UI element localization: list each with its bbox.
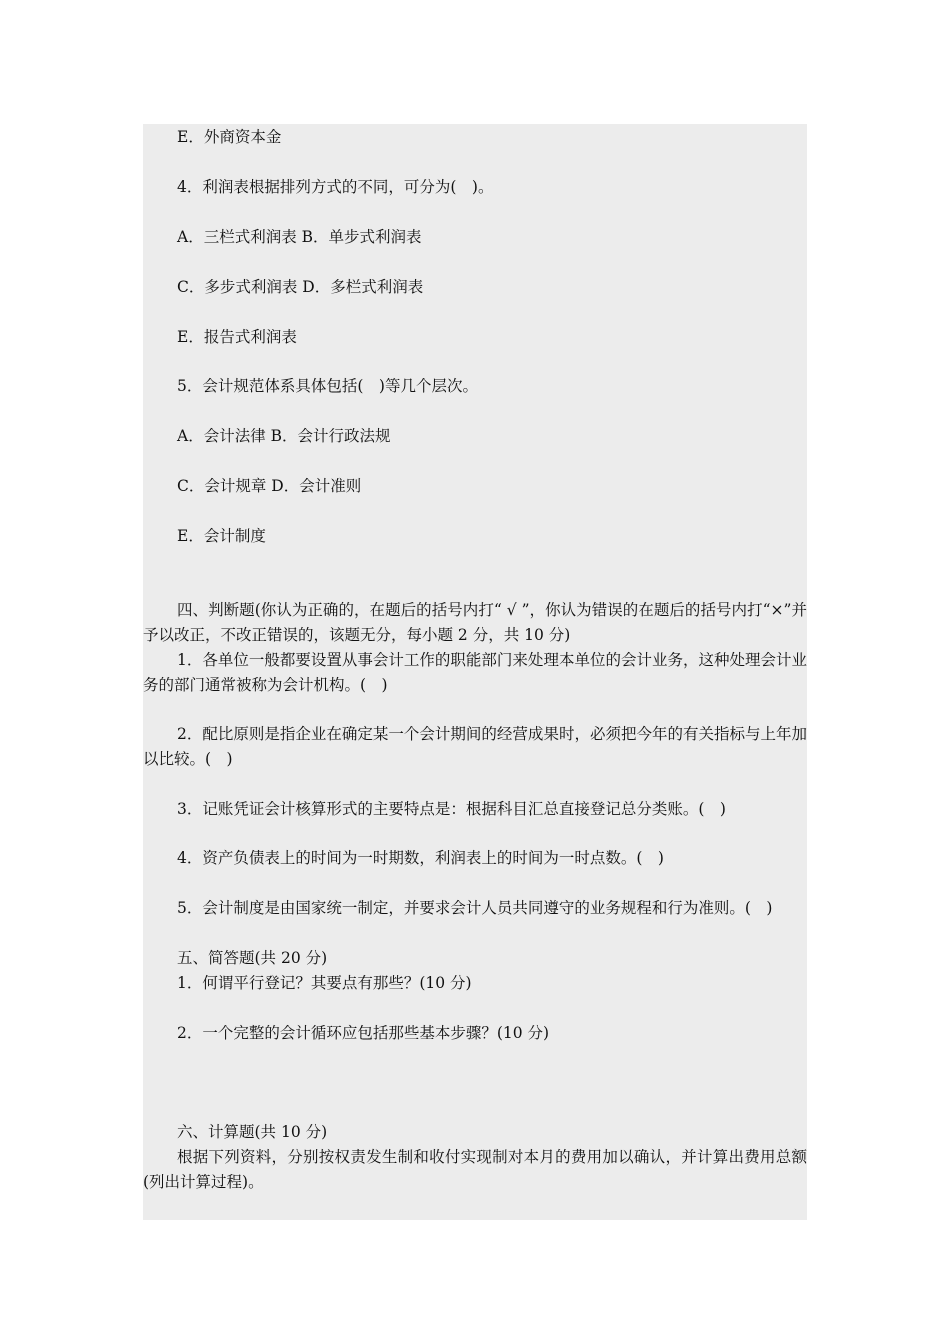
option-line: E．外商资本金 xyxy=(177,128,282,146)
section-heading-calculation: 六、计算题(共 10 分) xyxy=(177,1123,328,1141)
calculation-body: 根据下列资料，分别按权责发生制和收付实现制对本月的费用加以确认，并计算出费用总额(列出计算过程)。 xyxy=(143,1148,807,1191)
section-heading-judgement: 四、判断题(你认为正确的，在题后的括号内打“ √ ”，你认为错误的在题后的括号内打“×”并予以改正，不改正错误的，该题无分，每小题 2 分，共 10 分) xyxy=(143,601,807,644)
section-heading-short-answer: 五、简答题(共 20 分) xyxy=(177,949,328,967)
judgement-item-2: 2．配比原则是指企业在确定某一个会计期间的经营成果时，必须把今年的有关指标与上年加以比较。( ) xyxy=(143,725,807,768)
option-line: A．会计法律 B．会计行政法规 xyxy=(177,427,391,445)
document-page xyxy=(143,124,807,1220)
option-line: C．会计规章 D．会计准则 xyxy=(177,477,362,495)
judgement-item-3: 3．记账凭证会计核算形式的主要特点是：根据科目汇总直接登记总分类账。( ) xyxy=(177,800,726,818)
option-line: A．三栏式利润表 B．单步式利润表 xyxy=(177,228,422,246)
question-4: 4．利润表根据排列方式的不同，可分为( )。 xyxy=(177,178,494,196)
short-answer-q1: 1．何谓平行登记？其要点有那些？(10 分) xyxy=(177,974,472,992)
judgement-item-5: 5．会计制度是由国家统一制定，并要求会计人员共同遵守的业务规程和行为准则。( ) xyxy=(177,899,773,917)
option-line: C．多步式利润表 D．多栏式利润表 xyxy=(177,278,424,296)
question-5: 5．会计规范体系具体包括( )等几个层次。 xyxy=(177,377,478,395)
judgement-item-4: 4．资产负债表上的时间为一时期数，利润表上的时间为一时点数。( ) xyxy=(177,849,664,867)
option-line: E．报告式利润表 xyxy=(177,328,297,346)
short-answer-q2: 2．一个完整的会计循环应包括那些基本步骤？(10 分) xyxy=(177,1024,550,1042)
judgement-item-1: 1．各单位一般都要设置从事会计工作的职能部门来处理本单位的会计业务，这种处理会计业务的部门通常被称为会计机构。( ) xyxy=(143,651,807,694)
option-line: E．会计制度 xyxy=(177,527,266,545)
